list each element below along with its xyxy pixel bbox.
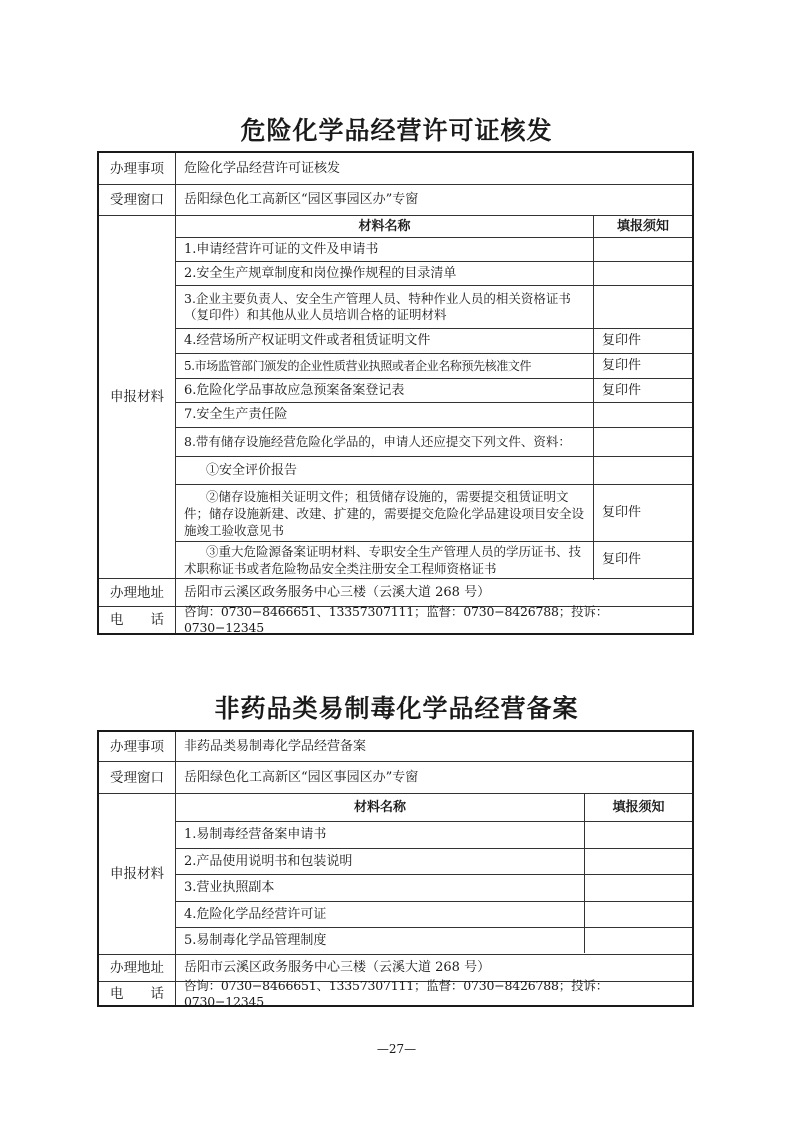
material-name: 5.易制毒化学品管理制度 [184, 933, 327, 948]
material-name: 2.安全生产规章制度和岗位操作规程的目录清单 [184, 265, 457, 281]
item-value: 非药品类易制毒化学品经营备案 [184, 738, 367, 754]
material-note: 复印件 [602, 333, 642, 348]
materials-header-note: 填报须知 [616, 218, 669, 234]
material-note [585, 928, 692, 954]
material-note [594, 238, 692, 261]
materials-header-name: 材料名称 [353, 799, 406, 815]
material-note [585, 875, 692, 901]
section-title: 非药品类易制毒化学品经营备案 [214, 694, 579, 723]
address-label: 办理地址 [110, 960, 164, 976]
material-note [594, 286, 692, 328]
material-note: 复印件 [602, 358, 642, 373]
material-note [594, 403, 692, 427]
material-name: 6.危险化学品事故应急预案备案登记表 [184, 382, 405, 398]
service-table [97, 151, 694, 635]
material-name: 1.申请经营许可证的文件及申请书 [184, 241, 379, 257]
service-table [97, 730, 694, 1007]
window-label: 受理窗口 [110, 192, 164, 208]
material-name: 4.危险化学品经营许可证 [184, 906, 327, 922]
materials-label: 申报材料 [110, 389, 164, 405]
materials-label: 申报材料 [110, 866, 164, 882]
material-note [594, 262, 692, 285]
phone-label: 电 话 [110, 612, 164, 628]
material-name: 7.安全生产责任险 [184, 407, 288, 422]
material-name: ②储存设施相关证明文件；租赁储存设施的，需要提交租赁证明文件；储存设施新建、改建、扩建的，需要提交危险化学品建设项目安全设施竣工验收意见书 [184, 488, 585, 538]
window-label: 受理窗口 [110, 769, 164, 786]
material-note [585, 822, 692, 848]
address-value: 岳阳市云溪区政务服务中心三楼（云溪大道 268 号） [184, 584, 491, 600]
material-note: 复印件 [602, 382, 642, 398]
material-name: 3.企业主要负责人、安全生产管理人员、特种作业人员的相关资格证书（复印件）和其他从业人员培训合格的证明材料 [184, 291, 571, 322]
material-note [594, 428, 692, 456]
material-note [585, 849, 692, 874]
window-value: 岳阳绿色化工高新区“园区事园区办”专窗 [184, 192, 419, 207]
phone-label: 电 话 [110, 985, 164, 1002]
material-name: 2.产品使用说明书和包装说明 [184, 853, 353, 869]
material-name: 8.带有储存设施经营危险化学品的，申请人还应提交下列文件、资料： [184, 434, 571, 449]
window-value: 岳阳绿色化工高新区“园区事园区办”专窗 [184, 769, 419, 785]
material-name: 4.经营场所产权证明文件或者租赁证明文件 [184, 333, 431, 348]
material-note [585, 902, 692, 927]
material-name: 5.市场监管部门颁发的企业性质营业执照或者企业名称预先核准文件 [184, 359, 532, 373]
materials-header-note: 填报须知 [612, 799, 665, 815]
materials-header-name: 材料名称 [358, 218, 411, 234]
material-name: 1.易制毒经营备案申请书 [184, 827, 327, 842]
material-note: 复印件 [602, 505, 642, 520]
address-value: 岳阳市云溪区政务服务中心三楼（云溪大道 268 号） [184, 960, 491, 975]
material-name: 3.营业执照副本 [184, 880, 275, 895]
phone-value: 咨询：0730−8466651、13357307111；监督：0730−8426788；投诉：0730−12345 [184, 604, 608, 635]
section-title: 危险化学品经营许可证核发 [240, 116, 553, 145]
material-note: 复印件 [602, 552, 642, 567]
item-label: 办理事项 [110, 160, 164, 177]
page-number: —27— [376, 1042, 417, 1056]
item-label: 办理事项 [110, 738, 164, 755]
material-note [594, 457, 692, 484]
address-label: 办理地址 [110, 584, 164, 601]
material-name: ③重大危险源备案证明材料、专职安全生产管理人员的学历证书、技术职称证书或者危险物品安全类注册安全工程师资格证书 [184, 544, 582, 576]
phone-value: 咨询：0730−8466651、13357307111；监督：0730−8426788；投诉：0730−12345 [184, 977, 608, 1009]
material-name: ①安全评价报告 [206, 462, 298, 478]
item-value: 危险化学品经营许可证核发 [184, 160, 341, 176]
